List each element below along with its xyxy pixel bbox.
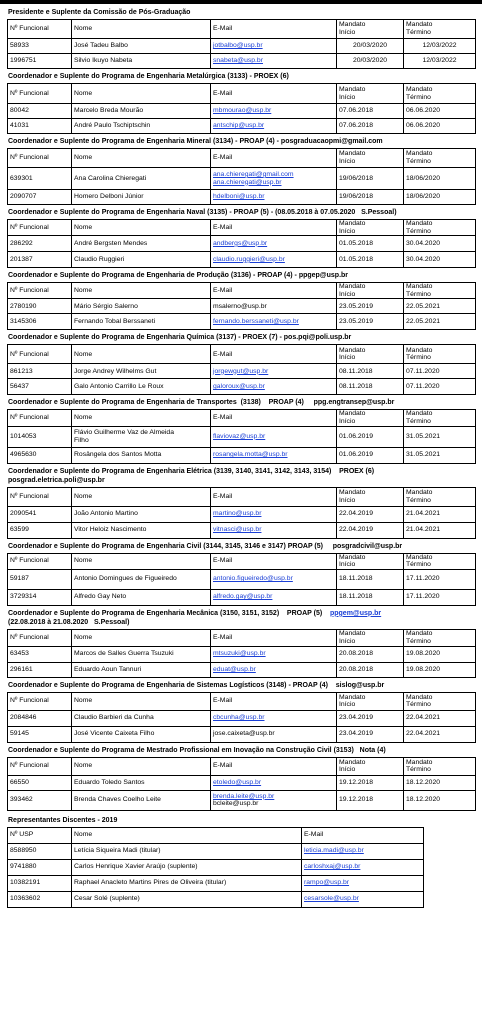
student-id: 10382191 xyxy=(8,875,72,891)
column-header: Nº Funcional xyxy=(8,149,72,168)
section-title xyxy=(7,270,475,282)
member-id: 2780190 xyxy=(8,299,72,314)
member-email: jose.caixeta@usp.br xyxy=(211,726,337,742)
mandate-end: 17.11.2020 xyxy=(404,569,476,589)
members-table xyxy=(7,409,476,463)
column-header: E-Mail xyxy=(302,827,424,843)
mandate-start: 18.11.2018 xyxy=(337,569,404,589)
column-header: Nome xyxy=(72,149,211,168)
student-name: Raphael Anacleto Martins Pires de Oliveira (titular) xyxy=(72,875,302,891)
column-header: Nº Funcional xyxy=(8,283,72,299)
mandate-end: 22.05.2021 xyxy=(404,314,476,330)
mandate-start: 01.05.2018 xyxy=(337,252,404,268)
column-header: Mandato Término xyxy=(404,487,476,506)
section-email-link[interactable]: ppgem@usp.br xyxy=(329,609,382,617)
member-name: Antonio Domingues de Figueiredo xyxy=(72,569,211,589)
column-header: E-Mail xyxy=(211,84,337,104)
column-header: Mandato Início xyxy=(337,220,404,236)
member-id: 2090541 xyxy=(8,506,72,522)
table-row xyxy=(8,522,476,538)
column-header: Mandato Início xyxy=(337,629,404,646)
member-name: José Tadeu Balbo xyxy=(72,39,211,54)
mandate-end: 18/06/2020 xyxy=(404,190,476,205)
column-header: Nome xyxy=(72,410,211,426)
member-email-secondary: bcleite@usp.br xyxy=(213,800,259,808)
column-header: Mandato Início xyxy=(337,283,404,299)
mandate-start: 19/06/2018 xyxy=(337,190,404,205)
column-header: Nome xyxy=(72,487,211,506)
section-title xyxy=(7,397,475,409)
column-header: Nº Funcional xyxy=(8,84,72,104)
mandate-end: 21.04.2021 xyxy=(404,506,476,522)
member-name: Jorge Andrey Wilhelms Gut xyxy=(72,364,211,379)
member-email[interactable]: antonio.figueiredo@usp.br xyxy=(211,569,337,589)
member-email[interactable]: ana.chieregati@gmail.com ana.chieregati@usp.br xyxy=(211,168,337,190)
column-header: Mandato Início xyxy=(337,345,404,364)
mandate-start: 20.08.2018 xyxy=(337,646,404,662)
mandate-start: 19.12.2018 xyxy=(337,790,404,810)
member-email[interactable]: vitnasci@usp.br xyxy=(211,522,337,538)
mandate-end: 18.12.2020 xyxy=(404,790,476,810)
member-email[interactable]: snabeta@usp.br xyxy=(211,54,337,69)
table-header-row xyxy=(8,220,476,236)
column-header: Mandato Início xyxy=(337,757,404,775)
column-header: E-Mail xyxy=(211,20,337,39)
column-header: Mandato Início xyxy=(337,149,404,168)
member-id: 201387 xyxy=(8,252,72,268)
student-email[interactable]: cesarsole@usp.br xyxy=(302,891,424,907)
column-header: E-Mail xyxy=(211,345,337,364)
member-id: 1014053 xyxy=(8,426,72,447)
member-id: 41031 xyxy=(8,119,72,134)
member-name: Marcelo Breda Mourão xyxy=(72,104,211,119)
section-title-text: Coordenador e Suplente do Programa de Engenharia de Transportes (3138) PROAP (4) ppg.engtransep@usp.br xyxy=(8,399,395,407)
section-title xyxy=(7,207,475,219)
section-title xyxy=(7,7,475,19)
section-title xyxy=(7,541,475,553)
members-table xyxy=(7,344,476,395)
member-email[interactable]: claudio.ruggieri@usp.br xyxy=(211,252,337,268)
members-table xyxy=(7,19,476,69)
section-title-text: Coordenador e Suplente do Programa de Engenharia Química (3137) - PROEX (7) - pos.pqi@poli.usp.br xyxy=(8,334,352,342)
column-header: Nome xyxy=(72,220,211,236)
mandate-start: 20/03/2020 xyxy=(337,54,404,69)
column-header: Mandato Término xyxy=(404,410,476,426)
members-table xyxy=(7,487,476,539)
table-row xyxy=(8,775,476,790)
mandate-end: 31.05.2021 xyxy=(404,447,476,463)
mandate-start: 22.04.2019 xyxy=(337,522,404,538)
member-id: 2090707 xyxy=(8,190,72,205)
member-name: Eduardo Aoun Tannuri xyxy=(72,662,211,677)
table-header-row xyxy=(8,629,476,646)
table-header-row xyxy=(8,827,424,843)
column-header: Mandato Término xyxy=(404,553,476,569)
member-id: 296161 xyxy=(8,662,72,677)
member-name: Galo Antonio Carrillo Le Roux xyxy=(72,379,211,395)
member-email[interactable]: cbcunha@usp.br xyxy=(211,710,337,726)
mandate-end: 19.08.2020 xyxy=(404,662,476,677)
member-name: André Paulo Tschiptschin xyxy=(72,119,211,134)
mandate-end: 06.06.2020 xyxy=(404,104,476,119)
table-row xyxy=(8,569,476,589)
mandate-end: 07.11.2020 xyxy=(404,364,476,379)
member-email-cell[interactable] xyxy=(211,790,337,810)
table-row xyxy=(8,506,476,522)
column-header: Mandato Término xyxy=(404,149,476,168)
mandate-end: 19.08.2020 xyxy=(404,646,476,662)
section-title-text: Coordenador e Suplente do Programa de Engenharia Mecânica (3150, 3151, 3152) PROAP (5) xyxy=(8,609,330,617)
mandate-end: 31.05.2021 xyxy=(404,426,476,447)
column-header: Mandato Início xyxy=(337,487,404,506)
table-row xyxy=(8,299,476,314)
member-email[interactable]: mtsuzuki@usp.br xyxy=(211,646,337,662)
section-title-text: Coordenador e Suplente do Programa de Engenharia Mineral (3134) - PROAP (4) - posgraduacaopmi@gmail.com xyxy=(8,138,383,145)
column-header: E-Mail xyxy=(211,487,337,506)
column-header: Nome xyxy=(72,629,211,646)
student-email[interactable]: carloshxaj@usp.br xyxy=(302,859,424,875)
member-id: 3729314 xyxy=(8,589,72,605)
members-table xyxy=(7,629,476,678)
table-row xyxy=(8,859,424,875)
mandate-start: 08.11.2018 xyxy=(337,379,404,395)
member-name: Eduardo Toledo Santos xyxy=(72,775,211,790)
table-row xyxy=(8,447,476,463)
column-header: Mandato Término xyxy=(404,757,476,775)
mandate-end: 12/03/2022 xyxy=(404,39,476,54)
mandate-start: 23.04.2019 xyxy=(337,710,404,726)
mandate-end: 22.05.2021 xyxy=(404,299,476,314)
student-id: 9741880 xyxy=(8,859,72,875)
top-rule xyxy=(0,0,482,4)
member-id: 861213 xyxy=(8,364,72,379)
table-row xyxy=(8,119,476,134)
member-email[interactable]: eduat@usp.br xyxy=(211,662,337,677)
member-id: 286292 xyxy=(8,236,72,252)
member-email[interactable]: rosangela.motta@usp.br xyxy=(211,447,337,463)
member-name: Homero Delboni Júnior xyxy=(72,190,211,205)
mandate-end: 22.04.2021 xyxy=(404,710,476,726)
member-id: 1996751 xyxy=(8,54,72,69)
mandate-start: 23.04.2019 xyxy=(337,726,404,742)
table-header-row xyxy=(8,692,476,710)
member-email[interactable]: fernando.berssaneti@usp.br xyxy=(211,314,337,330)
member-email[interactable]: jotbalbo@usp.br xyxy=(211,39,337,54)
table-row xyxy=(8,891,424,907)
mandate-end: 06.06.2020 xyxy=(404,119,476,134)
members-table xyxy=(7,282,476,330)
mandate-start: 07.06.2018 xyxy=(337,104,404,119)
table-row xyxy=(8,875,424,891)
column-header: Mandato Início xyxy=(337,84,404,104)
column-header: Mandato Término xyxy=(404,345,476,364)
student-name: Cesar Solé (suplente) xyxy=(72,891,302,907)
member-email[interactable]: flaviovaz@usp.br xyxy=(211,426,337,447)
column-header: Nome xyxy=(72,345,211,364)
mandate-end: 30.04.2020 xyxy=(404,252,476,268)
table-row xyxy=(8,662,476,677)
member-id: 66550 xyxy=(8,775,72,790)
member-name: Claudio Barbieri da Cunha xyxy=(72,710,211,726)
mandate-start: 01.06.2019 xyxy=(337,426,404,447)
column-header: Mandato Início xyxy=(337,692,404,710)
column-header: Nº Funcional xyxy=(8,220,72,236)
section-title-text: Coordenador e Suplente do Programa de Engenharia de Produção (3136) - PROAP (4) - ppgep@usp.br xyxy=(8,272,349,280)
mandate-start: 19/06/2018 xyxy=(337,168,404,190)
table-header-row xyxy=(8,84,476,104)
table-row xyxy=(8,843,424,859)
column-header: Nome xyxy=(72,692,211,710)
table-row xyxy=(8,726,476,742)
section-title xyxy=(7,680,475,692)
mandate-start: 23.05.2019 xyxy=(337,314,404,330)
member-id: 639301 xyxy=(8,168,72,190)
table-row xyxy=(8,54,476,69)
mandate-start: 19.12.2018 xyxy=(337,775,404,790)
column-header: Mandato Início xyxy=(337,553,404,569)
member-name: Rosângela dos Santos Motta xyxy=(72,447,211,463)
mandate-start: 23.05.2019 xyxy=(337,299,404,314)
members-table xyxy=(7,148,476,205)
member-id: 59145 xyxy=(8,726,72,742)
column-header: Nº USP xyxy=(8,827,72,843)
member-name: Ana Carolina Chieregati xyxy=(72,168,211,190)
section-title xyxy=(7,136,475,148)
mandate-start: 18.11.2018 xyxy=(337,589,404,605)
member-email[interactable]: andbergs@usp.br xyxy=(211,236,337,252)
column-header: E-Mail xyxy=(211,283,337,299)
mandate-start: 22.04.2019 xyxy=(337,506,404,522)
mandate-start: 08.11.2018 xyxy=(337,364,404,379)
column-header: E-Mail xyxy=(211,553,337,569)
section-title-text: Coordenador e Suplente do Programa de Engenharia Civil (3144, 3145, 3146 e 3147) PROAP (5) posgradcivil@usp.br xyxy=(8,542,403,550)
section-title-text: Coordenador e Suplente do Programa de Engenharia de Sistemas Logísticos (3148) - PROAP (4) sislog@usp.br xyxy=(8,681,385,689)
member-email[interactable]: galoroux@usp.br xyxy=(211,379,337,395)
member-name: Vitor Heloiz Nascimento xyxy=(72,522,211,538)
member-email[interactable]: brenda.leite@usp.br xyxy=(213,792,275,800)
column-header: Mandato Término xyxy=(404,20,476,39)
mandate-start: 20.08.2018 xyxy=(337,662,404,677)
column-header: Nº Funcional xyxy=(8,629,72,646)
member-email[interactable]: antschip@usp.br xyxy=(211,119,337,134)
section-title xyxy=(7,608,475,629)
column-header: Mandato Término xyxy=(404,629,476,646)
table-row xyxy=(8,314,476,330)
mandate-end: 12/03/2022 xyxy=(404,54,476,69)
column-header: Nº Funcional xyxy=(8,345,72,364)
member-email[interactable]: etoledo@usp.br xyxy=(211,775,337,790)
table-row xyxy=(8,39,476,54)
section-title-text: Coordenador e Suplente do Programa de Engenharia Naval (3135) - PROAP (5) - (08.05.2018 à 07.05.2020 S.Pessoal) xyxy=(8,209,397,216)
student-email[interactable]: rampo@usp.br xyxy=(302,875,424,891)
mandate-end: 21.04.2021 xyxy=(404,522,476,538)
table-row xyxy=(8,190,476,205)
column-header: Nº Funcional xyxy=(8,553,72,569)
discentes-table xyxy=(7,827,424,908)
member-id: 63599 xyxy=(8,522,72,538)
column-header: E-Mail xyxy=(211,149,337,168)
column-header: Nome xyxy=(72,827,302,843)
member-id: 56437 xyxy=(8,379,72,395)
table-header-row xyxy=(8,757,476,775)
mandate-start: 07.06.2018 xyxy=(337,119,404,134)
member-id: 58933 xyxy=(8,39,72,54)
member-name: Flávio Guilherme Vaz de Almeida Filho xyxy=(72,426,211,447)
student-id: 10363602 xyxy=(8,891,72,907)
section-title xyxy=(7,71,475,83)
column-header: Mandato Término xyxy=(404,84,476,104)
column-header: Nº Funcional xyxy=(8,487,72,506)
table-header-row xyxy=(8,345,476,364)
column-header: Nº Funcional xyxy=(8,757,72,775)
column-header: E-Mail xyxy=(211,757,337,775)
document-body xyxy=(7,7,475,910)
table-header-row xyxy=(8,283,476,299)
student-name: Letícia Siqueira Madi (titular) xyxy=(72,843,302,859)
members-table xyxy=(7,219,476,268)
section-title-text: Coordenador e Suplente do Programa de Engenharia Metalúrgica (3133) - PROEX (6) xyxy=(8,73,289,80)
mandate-end: 18/06/2020 xyxy=(404,168,476,190)
section-title xyxy=(7,745,475,757)
table-row xyxy=(8,710,476,726)
section-title-text: Coordenador e Suplente do Programa de Mestrado Profissional em Inovação na Construção Civil (3153) Nota (4) xyxy=(8,746,386,754)
table-row xyxy=(8,104,476,119)
table-header-row xyxy=(8,553,476,569)
table-row xyxy=(8,379,476,395)
members-table xyxy=(7,83,476,134)
member-id: 80042 xyxy=(8,104,72,119)
column-header: E-Mail xyxy=(211,220,337,236)
table-header-row xyxy=(8,410,476,426)
table-header-row xyxy=(8,487,476,506)
member-id: 2084846 xyxy=(8,710,72,726)
member-name: Fernando Tobal Berssaneti xyxy=(72,314,211,330)
table-header-row xyxy=(8,20,476,39)
column-header: E-Mail xyxy=(211,629,337,646)
mandate-end: 22.04.2021 xyxy=(404,726,476,742)
section-title-text: Presidente e Suplente da Comissão de Pós-Graduação xyxy=(8,9,191,16)
column-header: Nº Funcional xyxy=(8,20,72,39)
section-title xyxy=(7,332,475,344)
mandate-start: 20/03/2020 xyxy=(337,39,404,54)
table-row xyxy=(8,790,476,810)
member-id: 393462 xyxy=(8,790,72,810)
section-title-text: Coordenador e Suplente do Programa de Engenharia Elétrica (3139, 3140, 3141, 3142, 3143, 3154) PROEX (6) posgrad.eletrica.poli@usp.br xyxy=(8,467,375,484)
member-email[interactable]: mbmourao@usp.br xyxy=(211,104,337,119)
member-name: João Antonio Martino xyxy=(72,506,211,522)
mandate-start: 01.06.2019 xyxy=(337,447,404,463)
table-header-row xyxy=(8,149,476,168)
column-header: Nome xyxy=(72,283,211,299)
table-row xyxy=(8,589,476,605)
column-header: Nº Funcional xyxy=(8,410,72,426)
table-row xyxy=(8,168,476,190)
table-row xyxy=(8,364,476,379)
column-header: E-Mail xyxy=(211,410,337,426)
mandate-start: 01.05.2018 xyxy=(337,236,404,252)
column-header: Mandato Início xyxy=(337,20,404,39)
member-name: Alfredo Gay Neto xyxy=(72,589,211,605)
member-name: Marcos de Salles Guerra Tsuzuki xyxy=(72,646,211,662)
member-id: 3145306 xyxy=(8,314,72,330)
column-header: Nome xyxy=(72,757,211,775)
mandate-end: 07.11.2020 xyxy=(404,379,476,395)
member-name: José Vicente Caixeta Filho xyxy=(72,726,211,742)
student-email[interactable]: leticia.madi@usp.br xyxy=(302,843,424,859)
members-table xyxy=(7,757,476,811)
member-name: Mário Sérgio Salerno xyxy=(72,299,211,314)
mandate-end: 17.11.2020 xyxy=(404,589,476,605)
member-id: 63453 xyxy=(8,646,72,662)
member-name: Claudio Ruggieri xyxy=(72,252,211,268)
members-table xyxy=(7,553,476,606)
member-email: msalerno@usp.br xyxy=(211,299,337,314)
members-table xyxy=(7,692,476,743)
column-header: Nome xyxy=(72,553,211,569)
discentes-title: Representantes Discentes - 2019 xyxy=(8,816,118,824)
mandate-end: 30.04.2020 xyxy=(404,236,476,252)
column-header: Mandato Término xyxy=(404,692,476,710)
member-id: 59187 xyxy=(8,569,72,589)
table-row xyxy=(8,252,476,268)
table-row xyxy=(8,426,476,447)
member-email[interactable]: martino@usp.br xyxy=(211,506,337,522)
column-header: Mandato Término xyxy=(404,220,476,236)
member-email[interactable]: jorgewgut@usp.br xyxy=(211,364,337,379)
section-title-tail: (22.08.2018 à 21.08.2020 S.Pessoal) xyxy=(8,618,130,626)
member-id: 4965630 xyxy=(8,447,72,463)
table-row xyxy=(8,236,476,252)
student-name: Carlos Henrique Xavier Araújo (suplente) xyxy=(72,859,302,875)
section-title xyxy=(7,466,475,487)
table-row xyxy=(8,646,476,662)
column-header: E-Mail xyxy=(211,692,337,710)
member-email[interactable]: alfredo.gay@usp.br xyxy=(211,589,337,605)
column-header: Nº Funcional xyxy=(8,692,72,710)
student-id: 8588950 xyxy=(8,843,72,859)
member-name: Brenda Chaves Coelho Leite xyxy=(72,790,211,810)
mandate-end: 18.12.2020 xyxy=(404,775,476,790)
member-name: André Bergsten Mendes xyxy=(72,236,211,252)
column-header: Mandato Início xyxy=(337,410,404,426)
member-email[interactable]: hdelboni@usp.br xyxy=(211,190,337,205)
column-header: Nome xyxy=(72,84,211,104)
member-name: Silvio Ikuyo Nabeta xyxy=(72,54,211,69)
column-header: Mandato Término xyxy=(404,283,476,299)
column-header: Nome xyxy=(72,20,211,39)
